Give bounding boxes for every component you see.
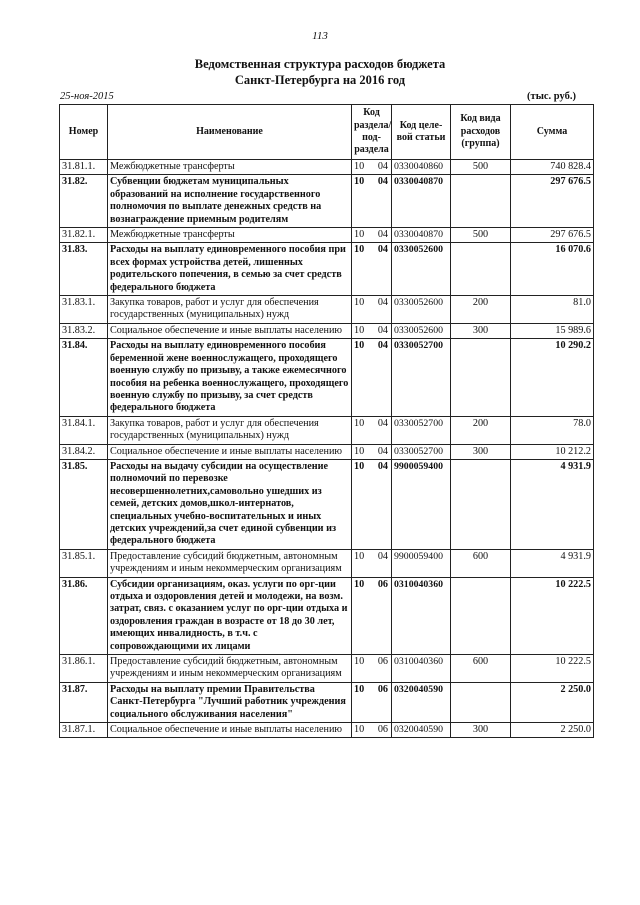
row-expense-type: 500 xyxy=(451,228,511,243)
row-subsection: 06 xyxy=(377,578,388,590)
table-row xyxy=(60,323,594,338)
row-sum: 10 290.2 xyxy=(511,339,594,416)
title-line-1: Ведомственная структура расходов бюджета xyxy=(194,57,446,71)
row-sum: 4 931.9 xyxy=(511,549,594,577)
column-header-number: Номер xyxy=(60,105,108,160)
row-number: 31.86.1. xyxy=(60,655,108,683)
table-row xyxy=(60,577,594,654)
row-article-code: 0330052600 xyxy=(392,323,451,338)
row-section-code xyxy=(352,228,392,243)
row-article-code: 0330040870 xyxy=(392,175,451,228)
row-section-code xyxy=(352,723,392,738)
row-sum: 740 828.4 xyxy=(511,160,594,175)
row-subsection: 06 xyxy=(377,724,388,736)
row-name: Предоставление субсидий бюджетным, автономным учреждениям и иным некоммерческим организациям xyxy=(108,549,352,577)
row-expense-type: 300 xyxy=(451,444,511,459)
row-section: 10 xyxy=(354,683,365,695)
row-article-code: 0330052700 xyxy=(392,444,451,459)
row-name: Закупка товаров, работ и услуг для обеспечения государственных (муниципальных) нужд xyxy=(108,296,352,324)
row-name: Расходы на выплату премии Правительства Санкт-Петербурга "Лучший работник учреждения социального обслуживания населения" xyxy=(108,682,352,722)
row-sum: 15 989.6 xyxy=(511,323,594,338)
row-subsection: 04 xyxy=(377,229,388,241)
row-article-code: 0330052600 xyxy=(392,296,451,324)
row-expense-type xyxy=(451,175,511,228)
row-expense-type: 600 xyxy=(451,655,511,683)
row-expense-type xyxy=(451,459,511,549)
column-header-name: Наименование xyxy=(108,105,352,160)
table-row xyxy=(60,682,594,722)
row-article-code: 0310040360 xyxy=(392,655,451,683)
units-label: (тыс. руб.) xyxy=(527,91,576,102)
row-name: Расходы на выплату единовременного пособия при всех формах устройства детей, лишенных родительского попечения, в семью за счет средств федерального бюджета xyxy=(108,243,352,296)
row-article-code: 0330052600 xyxy=(392,243,451,296)
row-number: 31.84. xyxy=(60,339,108,416)
row-section: 10 xyxy=(354,324,365,336)
row-expense-type: 500 xyxy=(451,160,511,175)
row-article-code: 9900059400 xyxy=(392,549,451,577)
row-expense-type: 600 xyxy=(451,549,511,577)
row-section: 10 xyxy=(354,297,365,309)
row-number: 31.83. xyxy=(60,243,108,296)
row-sum: 16 070.6 xyxy=(511,243,594,296)
row-subsection: 04 xyxy=(377,297,388,309)
row-sum: 10 222.5 xyxy=(511,577,594,654)
row-section: 10 xyxy=(354,417,365,429)
column-header-expense-type: Код вида расходов (группа) xyxy=(451,105,511,160)
row-name: Расходы на выплату единовременного пособия беременной жене военнослужащего, проходящего военную службу по призыву, а также ежемесячного пособия на ребенка военнослужащего, проходящего военную службу по призыву, за счет средств федерального бюджета xyxy=(108,339,352,416)
row-expense-type xyxy=(451,682,511,722)
row-sum: 78.0 xyxy=(511,416,594,444)
row-section: 10 xyxy=(354,161,365,172)
row-name: Расходы на выдачу субсидии на осуществление полномочий по перевозке несовершеннолетних,самовольно ушедших из семей, детских домов,школ-интернатов, специальных учебно-воспитательных и иных детских учреждений,за счет единой субвенции из федерального бюджета xyxy=(108,459,352,549)
row-article-code: 0320040590 xyxy=(392,682,451,722)
row-number: 31.87. xyxy=(60,682,108,722)
row-number: 31.83.2. xyxy=(60,323,108,338)
row-subsection: 04 xyxy=(377,460,388,472)
row-article-code: 9900059400 xyxy=(392,459,451,549)
row-section-code xyxy=(352,444,392,459)
table-row xyxy=(60,160,594,175)
row-name: Субвенции бюджетам муниципальных образований на исполнение государственного полномочия по выплате денежных средств на вознаграждение приемным родителям xyxy=(108,175,352,228)
row-expense-type xyxy=(451,577,511,654)
row-subsection: 04 xyxy=(377,161,388,172)
row-section: 10 xyxy=(354,244,365,256)
row-expense-type: 300 xyxy=(451,323,511,338)
row-section-code xyxy=(352,160,392,175)
table-row xyxy=(60,549,594,577)
column-header-article: Код целе-вой статьи xyxy=(392,105,451,160)
row-number: 31.83.1. xyxy=(60,296,108,324)
row-subsection: 04 xyxy=(377,340,388,352)
row-subsection: 04 xyxy=(377,417,388,429)
row-name: Межбюджетные трансферты xyxy=(108,160,352,175)
row-name: Социальное обеспечение и иные выплаты населению xyxy=(108,323,352,338)
table-row xyxy=(60,459,594,549)
row-article-code: 0330040860 xyxy=(392,160,451,175)
row-section-code xyxy=(352,339,392,416)
budget-table xyxy=(59,104,594,738)
row-subsection: 04 xyxy=(377,445,388,457)
row-section: 10 xyxy=(354,656,365,668)
row-expense-type xyxy=(451,339,511,416)
row-article-code: 0330052700 xyxy=(392,416,451,444)
column-header-sum: Сумма xyxy=(511,105,594,160)
row-section: 10 xyxy=(354,578,365,590)
page-title xyxy=(0,56,640,88)
row-section-code xyxy=(352,175,392,228)
row-section: 10 xyxy=(354,550,365,562)
row-number: 31.82.1. xyxy=(60,228,108,243)
row-sum: 10 212.2 xyxy=(511,444,594,459)
row-name: Предоставление субсидий бюджетным, автономным учреждениям и иным некоммерческим организациям xyxy=(108,655,352,683)
row-number: 31.85.1. xyxy=(60,549,108,577)
table-row xyxy=(60,243,594,296)
row-sum: 297 676.5 xyxy=(511,175,594,228)
row-subsection: 04 xyxy=(377,550,388,562)
row-sum: 81.0 xyxy=(511,296,594,324)
row-section: 10 xyxy=(354,340,365,352)
table-row xyxy=(60,655,594,683)
row-section-code xyxy=(352,323,392,338)
row-number: 31.81.1. xyxy=(60,160,108,175)
row-section-code xyxy=(352,296,392,324)
row-article-code: 0310040360 xyxy=(392,577,451,654)
row-name: Социальное обеспечение и иные выплаты населению xyxy=(108,723,352,738)
row-name: Субсидии организациям, оказ. услуги по орг-ции отдыха и оздоровления детей и молодежи, на возм. затрат, связ. с оказанием услуг по орг-ции отдыха и оздоровления граждан в возрасте от 18 до 30 лет, имеющих инвалидность, в т.ч. с сопровождающими их лицами xyxy=(108,577,352,654)
row-article-code: 0320040590 xyxy=(392,723,451,738)
row-section-code xyxy=(352,682,392,722)
table-row xyxy=(60,723,594,738)
row-name: Социальное обеспечение и иные выплаты населению xyxy=(108,444,352,459)
row-subsection: 04 xyxy=(377,244,388,256)
page-number: 113 xyxy=(312,30,328,42)
row-section-code xyxy=(352,655,392,683)
row-sum: 4 931.9 xyxy=(511,459,594,549)
row-section: 10 xyxy=(354,445,365,457)
row-subsection: 06 xyxy=(377,656,388,668)
row-expense-type: 200 xyxy=(451,296,511,324)
row-sum: 2 250.0 xyxy=(511,723,594,738)
table-row xyxy=(60,416,594,444)
row-section: 10 xyxy=(354,176,365,188)
table-row xyxy=(60,444,594,459)
row-subsection: 06 xyxy=(377,683,388,695)
table-row xyxy=(60,175,594,228)
row-article-code: 0330040870 xyxy=(392,228,451,243)
table-row xyxy=(60,339,594,416)
row-section-code xyxy=(352,459,392,549)
row-name: Закупка товаров, работ и услуг для обеспечения государственных (муниципальных) нужд xyxy=(108,416,352,444)
row-section-code xyxy=(352,243,392,296)
row-number: 31.86. xyxy=(60,577,108,654)
row-section-code xyxy=(352,577,392,654)
table-row xyxy=(60,228,594,243)
row-section-code xyxy=(352,416,392,444)
row-section: 10 xyxy=(354,460,365,472)
row-section: 10 xyxy=(354,724,365,736)
row-number: 31.82. xyxy=(60,175,108,228)
row-sum: 297 676.5 xyxy=(511,228,594,243)
column-header-section: Код раздела/ под-раздела xyxy=(352,105,392,160)
document-date: 25-ноя-2015 xyxy=(60,91,114,102)
row-expense-type: 300 xyxy=(451,723,511,738)
row-article-code: 0330052700 xyxy=(392,339,451,416)
row-subsection: 04 xyxy=(377,176,388,188)
table-row xyxy=(60,296,594,324)
row-sum: 10 222.5 xyxy=(511,655,594,683)
row-section: 10 xyxy=(354,229,365,241)
row-section-code xyxy=(352,549,392,577)
row-number: 31.85. xyxy=(60,459,108,549)
row-number: 31.87.1. xyxy=(60,723,108,738)
table-header-row xyxy=(60,105,594,160)
row-name: Межбюджетные трансферты xyxy=(108,228,352,243)
row-expense-type: 200 xyxy=(451,416,511,444)
row-number: 31.84.1. xyxy=(60,416,108,444)
row-sum: 2 250.0 xyxy=(511,682,594,722)
row-number: 31.84.2. xyxy=(60,444,108,459)
row-expense-type xyxy=(451,243,511,296)
row-subsection: 04 xyxy=(377,324,388,336)
title-line-2: Санкт-Петербурга на 2016 год xyxy=(234,73,406,87)
